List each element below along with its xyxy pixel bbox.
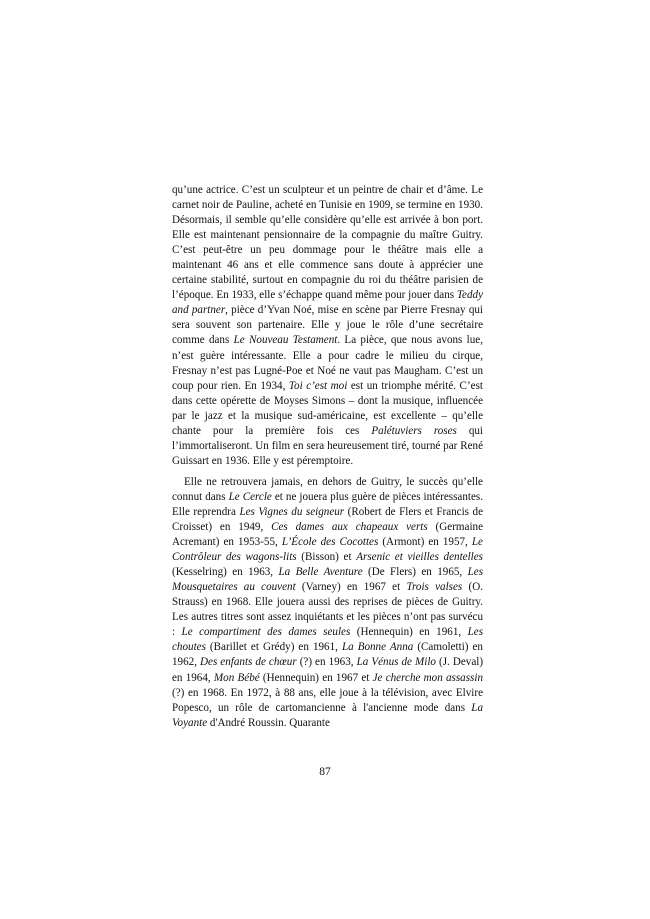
italic-title: Le Nouveau Testament: [233, 334, 338, 347]
italic-title: L’École des Cocottes: [281, 536, 379, 549]
italic-title: La Bonne Anna: [341, 641, 414, 654]
text-run: qu’une actrice. C’est un sculpteur et un peintre de chair et d’âme. Le carnet noir de Pauline, acheté en Tunisie en 1909, se termine en 1930. Désormais, il semble qu’elle considère qu’elle est arrivée à bon port. Elle est maintenant pensionnaire de la compagnie du maître Guitry. C’est peut-être un peu dommage pour le théâtre mais elle a maintenant 46 ans et elle commence sans doute à apprécier une certaine stabilité, surtout en compagnie du roi du théâtre parisien de l’époque. En 1933, elle s’échappe quand même pour jouer dans: [172, 184, 483, 302]
text-run: (?) en 1963,: [296, 656, 357, 669]
page-number: 87: [319, 766, 331, 778]
text-run: (J. Deval) en 1964,: [172, 656, 484, 684]
text-run: (Germaine Acremant) en 1953-55,: [172, 521, 483, 549]
text-run: , pièce d’Yvan Noé, mise en scène par Pierre Fresnay qui sera souvent son partenaire. Elle y joue le rôle d’une secrétaire comme dans: [172, 304, 483, 347]
text-run: (Bisson) et: [296, 551, 357, 564]
italic-title: Des enfants de chœur: [200, 656, 297, 669]
text-run: (Barillet et Grédy) en 1961,: [205, 641, 342, 654]
italic-title: Les Vignes du seigneur: [239, 505, 345, 518]
text-run: Elle ne retrouvera jamais, en dehors de Guitry, le succès qu’elle connut dans: [172, 475, 483, 503]
italic-title: Palétuviers roses: [371, 424, 457, 437]
italic-title: Je cherche mon assassin: [372, 671, 483, 684]
italic-title: Arsenic et vieilles dentelles: [356, 551, 483, 564]
italic-title: Les choutes: [172, 626, 484, 654]
text-run: est un triomphe mérité. C’est dans cette opérette de Moyses Simons – dont la musique, influencée par le jazz et la musique sud-américaine, est excellente – qu’elle chante pour la première fois ces: [172, 379, 483, 437]
text-run: (Hennequin) en 1961,: [350, 626, 468, 639]
italic-title: Trois valses: [406, 581, 463, 594]
italic-title: Le compartiment des dames seules: [181, 626, 351, 639]
text-run: (O. Strauss) en 1968. Elle jouera aussi des reprises de pièces de Guitry. Les autres titres sont assez inquiétants et les pièces n’ont pas survécu :: [172, 581, 483, 639]
italic-title: Toi c’est moi: [288, 379, 348, 392]
italic-title: Teddy and partner: [172, 289, 483, 317]
italic-title: Le Contrôleur des wagons-lits: [172, 536, 483, 564]
italic-title: Les Mousquetaires au couvent: [172, 566, 484, 594]
text-run: (Armont) en 1957,: [378, 536, 472, 549]
text-run: (?) en 1968. En 1972, à 88 ans, elle joue à la télévision, avec Elvire Popesco, un rôle de cartomancienne à l'ancienne mode dans: [172, 686, 483, 714]
text-run: . La pièce, que nous avons lue, n’est guère intéressante. Elle a pour cadre le milieu du cirque, Fresnay n’est pas Lugné-Poe et Noé ne vaut pas Maugham. C’est un coup pour rien. En 1934,: [172, 334, 483, 392]
text-run: (De Flers) en 1965,: [362, 566, 468, 579]
italic-title: Mon Bébé: [213, 671, 260, 684]
italic-title: La Vénus de Milo: [356, 656, 436, 669]
paragraph-2: [172, 475, 483, 731]
text-run: qui l’immortaliseront. Un film en sera heureusement tiré, tourné par René Guissart en 1936. Elle y est péremptoire.: [172, 424, 484, 467]
body-text: [172, 183, 483, 731]
italic-title: La Belle Aventure: [278, 566, 363, 579]
text-run: (Kesselring) en 1963,: [172, 566, 279, 579]
italic-title: Ces dames aux chapeaux verts: [271, 521, 428, 534]
italic-title: La Voyante: [172, 701, 483, 729]
text-run: d'André Roussin. Quarante: [207, 716, 330, 729]
text-run: (Varney) en 1967 et: [295, 581, 407, 594]
text-run: et ne jouera plus guère de pièces intéressantes. Elle reprendra: [172, 490, 484, 518]
text-run: (Hennequin) en 1967 et: [259, 671, 373, 684]
paragraph-1: [172, 183, 483, 469]
italic-title: Le Cercle: [228, 490, 272, 503]
text-run: (Camoletti) en 1962,: [172, 641, 483, 669]
text-run: (Robert de Flers et Francis de Croisset) en 1949,: [172, 505, 483, 534]
